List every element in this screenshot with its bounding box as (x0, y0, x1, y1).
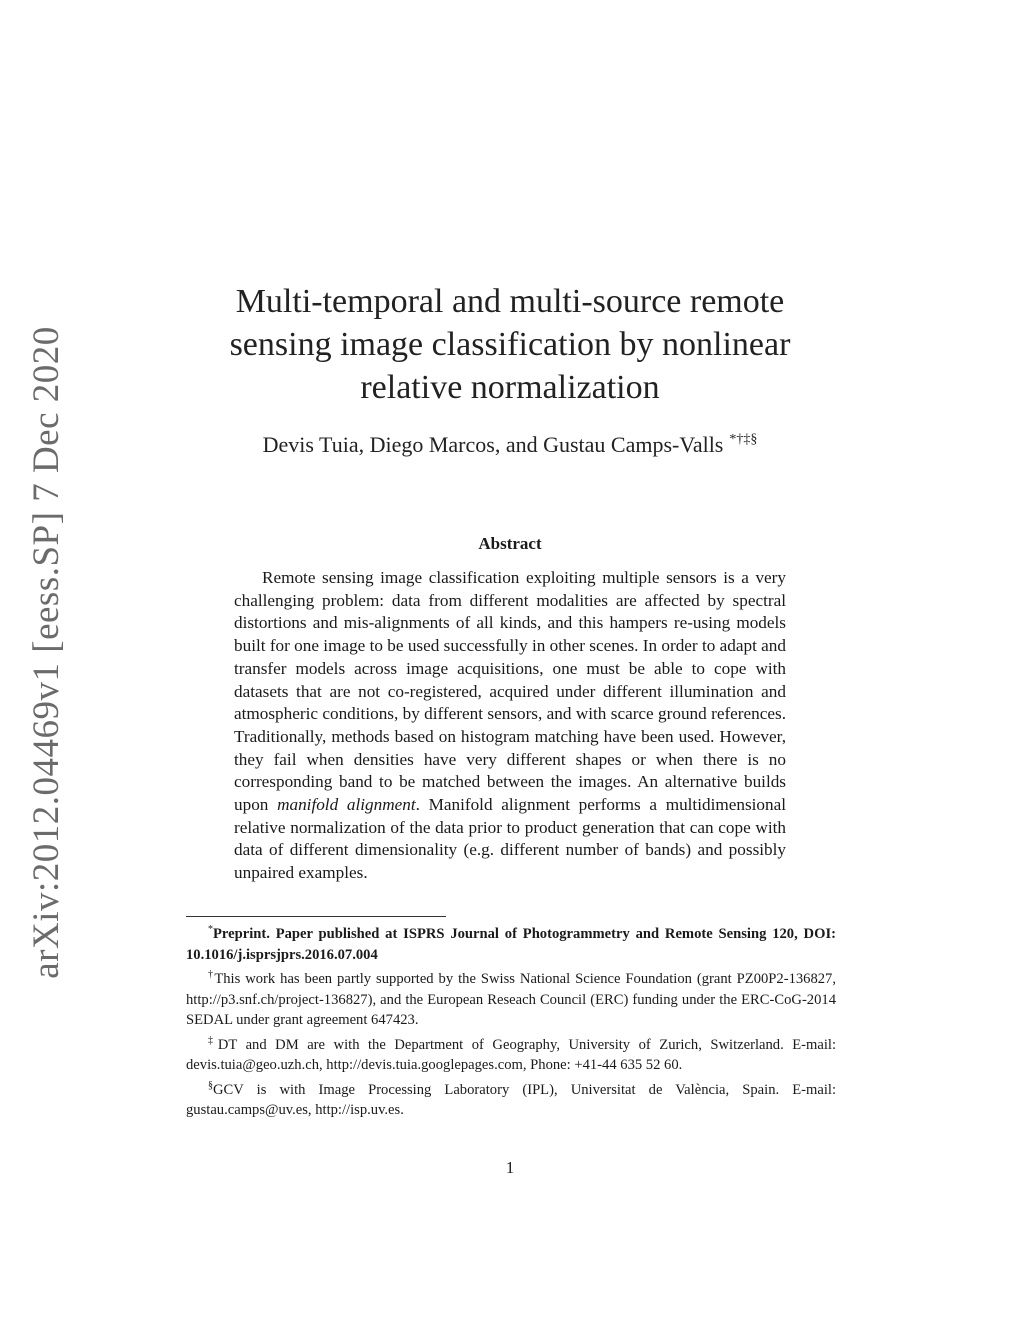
abstract-text-part-1: Remote sensing image classification exploiting multiple sensors is a very challenging problem: data from different modalities are affected by spectral distortions and mis-alignments of all kinds, and this hampers re-using models built for one image to be used successfully in other scenes. In order to adapt and transfer models across image acquisitions, one must be able to cope with datasets that are not co-registered, acquired under different illumination and atmospheric conditions, by different sensors, and with scarce ground references. Traditionally, methods based on histogram matching have been used. However, they fail when densities have very different shapes or when there is no corresponding band to be matched between the images. An alternative builds upon (234, 568, 786, 815)
footnote-mark: § (208, 1079, 213, 1091)
abstract-emphasis: manifold alignment (277, 795, 416, 815)
footnote-mark: ‡ (208, 1034, 218, 1046)
title-line-2: sensing image classification by nonlinear (229, 326, 791, 363)
author-list (180, 432, 840, 458)
abstract-heading: Abstract (478, 534, 542, 553)
footnote-mark: † (208, 969, 215, 980)
title-line-3: relative normalization (360, 369, 660, 406)
footnote-text: GCV is with Image Processing Laboratory (IPL), Universitat de València, Spain. E-mail: gustau.camps@uv.es, http://isp.uv.es. (186, 1081, 836, 1118)
footnote-preprint (186, 920, 836, 965)
arxiv-identifier: arXiv:2012.04469v1 [eess.SP] 7 Dec 2020 (25, 326, 67, 979)
page-number: 1 (505, 1158, 515, 1177)
footnote-text: DT and DM are with the Department of Geography, University of Zurich, Switzerland. E-mail: devis.tuia@geo.uzh.ch, http://devis.tuia.googlepages.com, Phone: +41-44 635 52 60. (186, 1036, 837, 1073)
arxiv-side-stamp (18, 326, 74, 979)
title-line-1: Multi-temporal and multi-source remote (235, 283, 785, 320)
abstract-text-part-2: . Manifold alignment performs a multidimensional relative normalization of the data prior to product generation that can cope with data of different dimensionality (e.g. different number of bands) and possibly unpaired examples. (234, 795, 786, 883)
footnote-funding (186, 965, 836, 1031)
footnote-affiliation-dt-dm (186, 1031, 836, 1076)
author-names: Devis Tuia, Diego Marcos, and Gustau Camps-Valls (262, 432, 724, 457)
footnote-separator (186, 916, 446, 917)
footnote-mark: * (208, 924, 213, 935)
author-affiliation-marks: *†‡§ (729, 432, 758, 447)
footnote-affiliation-gcv (186, 1076, 836, 1121)
footnote-text: This work has been partly supported by the Swiss National Science Foundation (grant PZ00P2-136827, http://p3.snf.ch/project-136827), and the European Reseach Council (ERC) funding under the ERC-CoG-2014 SEDAL under grant agreement 647423. (186, 971, 837, 1028)
abstract-text (234, 567, 786, 885)
footnotes (186, 920, 836, 1121)
footnote-text: Preprint. Paper published at ISPRS Journal of Photogrammetry and Remote Sensing 120, DOI: 10.1016/j.isprsjprs.2016.07.004 (186, 926, 836, 963)
paper-title (200, 280, 820, 409)
